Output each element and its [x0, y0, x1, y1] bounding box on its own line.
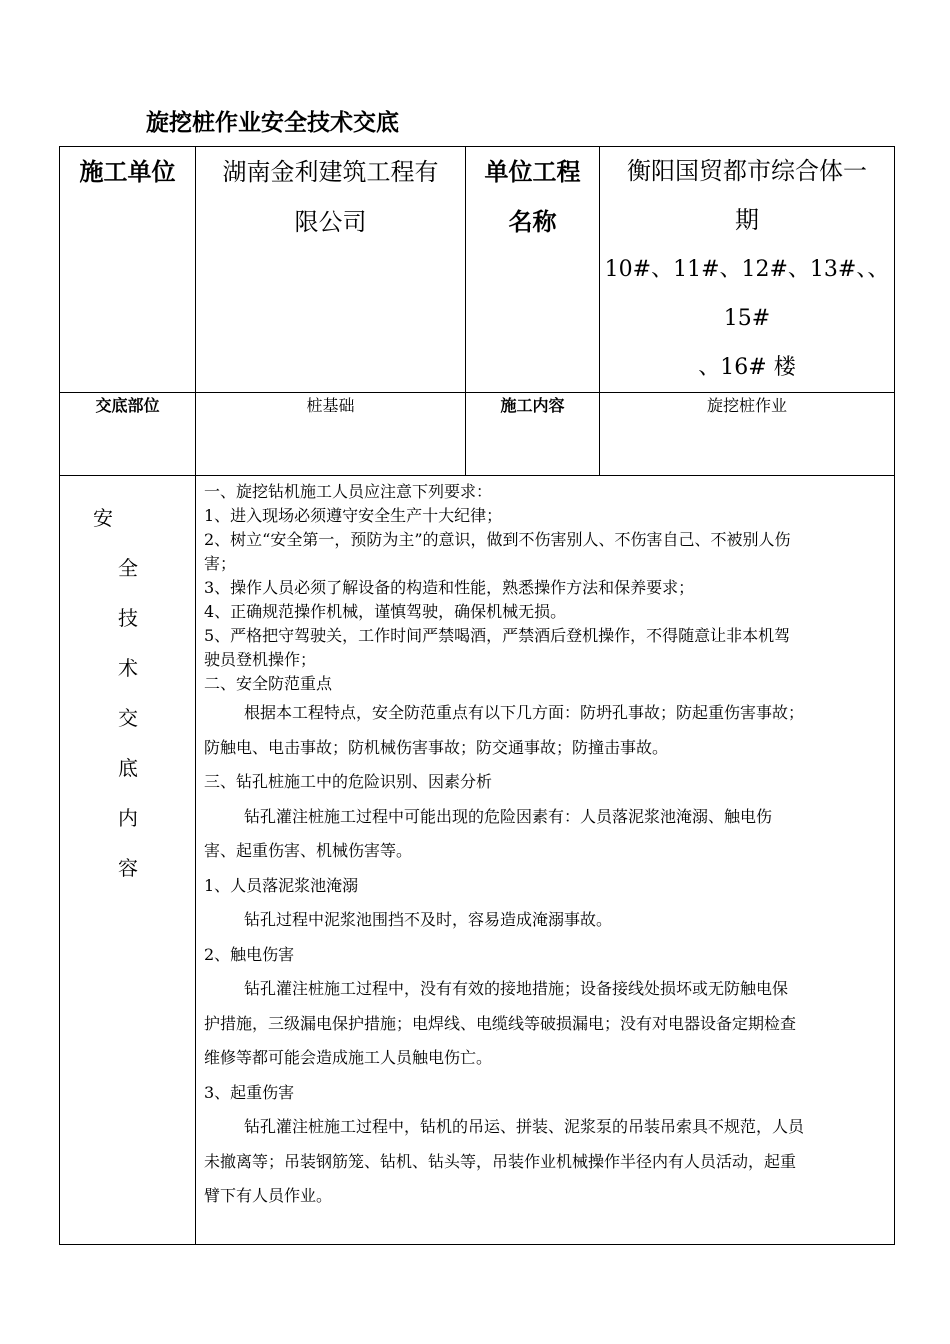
side-label-char: 技: [118, 606, 138, 630]
side-label-char: 交: [118, 706, 138, 730]
content-line: 3、起重伤害: [204, 1082, 295, 1102]
project-value-line3: 10#、11#、12#、13#、、15#: [604, 257, 890, 331]
project-value-line2: 期: [735, 206, 759, 234]
content-line: 钻孔灌注桩施工过程中，钻机的吊运、拼装、泥浆泵的吊装吊索具不规范，人员: [244, 1117, 805, 1136]
side-label-char: 全: [118, 556, 138, 580]
side-label-char: 容: [118, 856, 138, 880]
content-line: 维修等都可能会造成施工人员触电伤亡。: [204, 1048, 493, 1067]
content-row: [60, 476, 895, 1245]
content-line: 2、树立“安全第一，预防为主”的意识，做到不伤害别人、不伤害自己、不被别人伤: [204, 530, 791, 549]
side-label-char: 底: [118, 756, 138, 780]
document-title: 旋挖桩作业安全技术交底: [146, 109, 399, 136]
unit-value-line1: 湖南金利建筑工程有: [222, 158, 439, 186]
content-line: 5、严格把守驾驶关，工作时间严禁喝酒，严禁酒后登机操作，不得随意让非本机驾: [204, 626, 791, 645]
content-line: 害、起重伤害、机械伤害等。: [204, 841, 413, 860]
content-line: 钻孔过程中泥浆池围挡不及时，容易造成淹溺事故。: [244, 910, 613, 929]
unit-label-cell: [60, 147, 196, 393]
content-line: 害；: [204, 554, 237, 573]
content-label: 施工内容: [466, 393, 600, 476]
side-label-char: 内: [118, 806, 138, 830]
content-line: 臂下有人员作业。: [204, 1186, 333, 1205]
part-value: 桩基础: [196, 393, 466, 476]
side-label-cell: [60, 476, 196, 1245]
project-label-line2: 名称: [508, 207, 557, 236]
content-line: 防触电、电击事故；防机械伤害事故；防交通事故；防撞击事故。: [204, 737, 669, 757]
content-line: 1、人员落泥浆池淹溺: [204, 875, 359, 895]
content-line: 驶员登机操作；: [204, 650, 317, 669]
header-row: [60, 147, 895, 393]
content-line: 护措施，三级漏电保护措施；电焊线、电缆线等破损漏电；没有对电器设备定期检查: [204, 1013, 797, 1033]
unit-value-line2: 限公司: [294, 208, 367, 236]
part-row: [60, 393, 895, 476]
content-line: 未撤离等；吊装钢筋笼、钻机、钻头等，吊装作业机械操作半径内有人员活动，起重: [204, 1151, 797, 1171]
content-line: 钻孔灌注桩施工过程中可能出现的危险因素有：人员落泥浆池淹溺、触电伤: [244, 806, 773, 826]
unit-label: 施工单位: [79, 157, 176, 186]
project-value-line1: 衡阳国贸都市综合体一: [627, 157, 867, 185]
content-cell: [196, 476, 895, 1245]
project-value-cell: [600, 147, 895, 393]
project-value-line4: 、16# 楼: [698, 355, 796, 380]
content-line: 一、旋挖钻机施工人员应注意下列要求：: [204, 482, 493, 501]
content-line: 二、安全防范重点: [204, 674, 333, 693]
content-line: 三、钻孔桩施工中的危险识别、因素分析: [204, 772, 493, 791]
part-label: 交底部位: [60, 393, 196, 476]
side-label-char: 安: [93, 506, 113, 530]
content-line: 3、操作人员必须了解设备的构造和性能，熟悉操作方法和保养要求；: [204, 578, 695, 597]
disclosure-table: [59, 146, 895, 1245]
content-line: 1、进入现场必须遵守安全生产十大纪律；: [204, 506, 503, 525]
content-value: 旋挖桩作业: [600, 393, 895, 476]
project-label-line1: 单位工程: [484, 157, 581, 186]
content-line: 钻孔灌注桩施工过程中，没有有效的接地措施；设备接线处损坏或无防触电保: [244, 979, 789, 998]
unit-value-cell: [196, 147, 466, 393]
content-line: 2、触电伤害: [204, 944, 295, 964]
content-line: 根据本工程特点，安全防范重点有以下几方面：防坍孔事故；防起重伤害事故；: [244, 703, 805, 722]
content-line: 4、正确规范操作机械，谨慎驾驶，确保机械无损。: [204, 602, 567, 621]
project-label-cell: [466, 147, 600, 393]
side-label-char: 术: [118, 656, 138, 680]
